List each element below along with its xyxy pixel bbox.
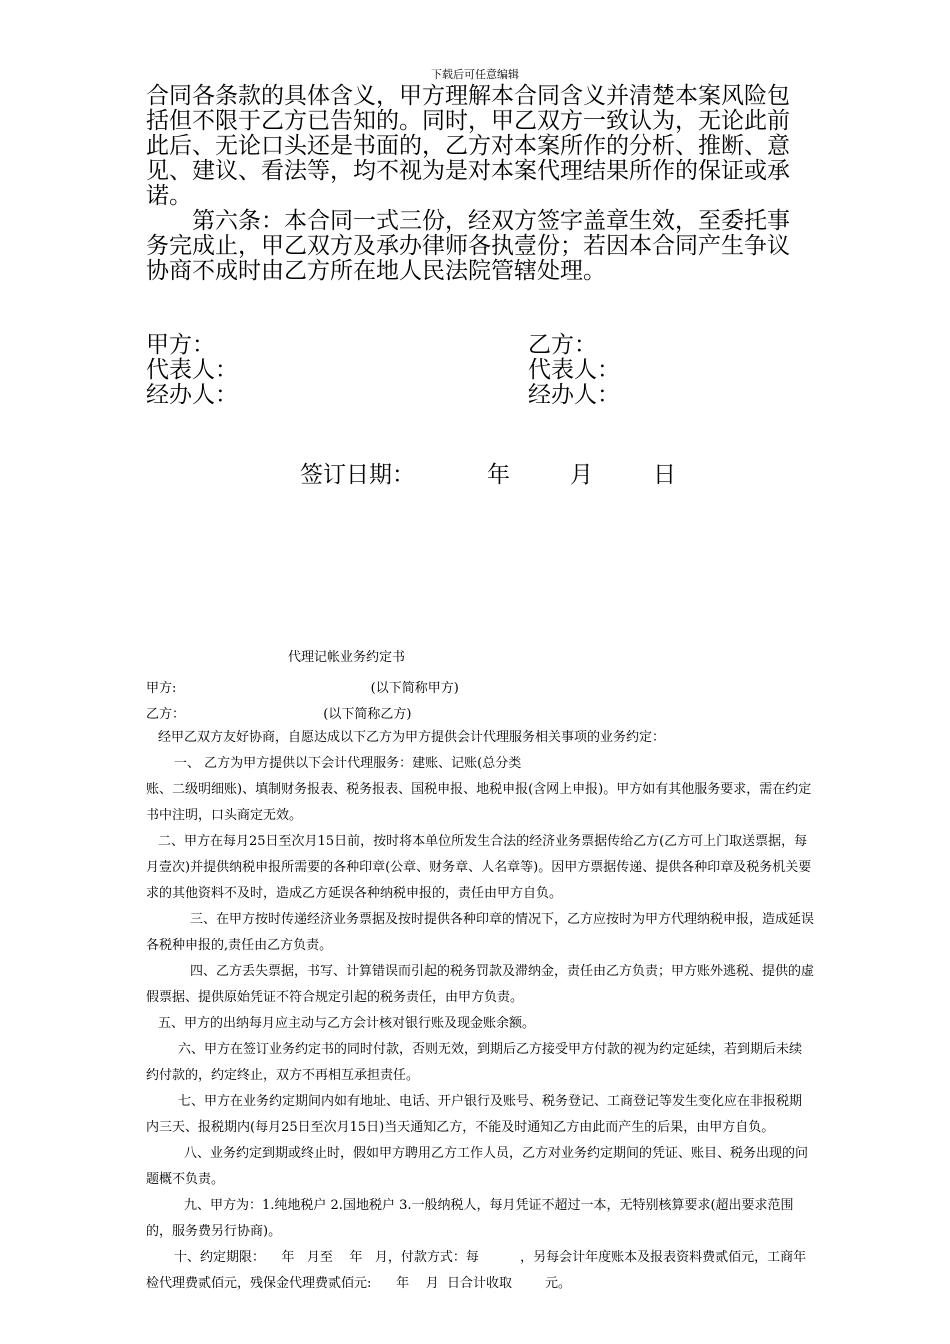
agreement-title: 代理记帐业务约定书 bbox=[288, 650, 406, 665]
party-b-representative-label: 代表人： bbox=[528, 357, 620, 383]
sign-date-day: 日 bbox=[653, 462, 676, 488]
agreement-intro: 经甲乙双方友好协商，自愿达成以下乙方为甲方提供会计代理服务相关事项的业务约定： bbox=[158, 730, 666, 745]
party-b-handler-label: 经办人： bbox=[528, 382, 620, 408]
signature-block-party-a bbox=[146, 333, 238, 408]
agreement-clause-4: 四、乙方丢失票据，书写、计算错误而引起的税务罚款及滞纳金，责任由乙方负责；甲方账外逃税、提供的虚假票据、提供原始凭证不符合规定引起的税务责任，由甲方负责。 bbox=[146, 964, 815, 1005]
agreement-party-a-note: (以下简称甲方) bbox=[370, 681, 459, 696]
agreement-clause-6: 六、甲方在签订业务约定书的同时付款，否则无效，到期后乙方接受甲方付款的视为约定延续，若到期后未续约付款的，约定终止，双方不再相互承担责任。 bbox=[146, 1042, 803, 1083]
page-header-note: 下载后可任意编辑 bbox=[431, 68, 519, 81]
clause-six-paragraph: 第六条：本合同一式三份，经双方签字盖章生效，至委托事务完成止，甲乙双方及承办律师各执壹份；若因本合同产生争议协商不成时由乙方所在地人民法院管辖处理。 bbox=[146, 208, 790, 284]
agreement-party-a-line bbox=[146, 677, 459, 696]
sign-date-month: 月 bbox=[570, 462, 593, 488]
agreement-clause-3: 三、在甲方按时传递经济业务票据及按时提供各种印章的情况下，乙方应按时为甲方代理纳税申报，造成延误各税种申报的,责任由乙方负责。 bbox=[146, 912, 815, 953]
party-a-representative-label: 代表人： bbox=[146, 357, 238, 383]
agreement-clause-7: 七、甲方在业务约定期间内如有地址、电话、开户银行及账号、税务登记、工商登记等发生变化应在非报税期内三天、报税期内(每月25日至次月15日)当天通知乙方，不能及时通知乙方由此而产生的后果，由甲方自负。 bbox=[146, 1094, 803, 1135]
agreement-clause-5: 五、甲方的出纳每月应主动与乙方会计核对银行账及现金账余额。 bbox=[158, 1016, 536, 1031]
clause-risk-paragraph: 合同各条款的具体含义，甲方理解本合同含义并清楚本案风险包括但不限于乙方已告知的。同时，甲乙双方一致认为，无论此前此后、无论口头还是书面的，乙方对本案所作的分析、推断、意见、建议、看法等，均不视为是对本案代理结果所作的保证或承诺。 bbox=[146, 83, 790, 209]
party-b-label: 乙方： bbox=[528, 332, 597, 358]
agreement-clause-10: 十、约定期限： 年 月至 年 月，付款方式：每 ，另每会计年度账本及报表资料费贰佰元，工商年检代理费贰佰元，残保金代理费贰佰元: 年 月 日合计收取 元。 bbox=[146, 1250, 807, 1291]
agreement-clause-1-body: 账、二级明细账)、填制财务报表、税务报表、国税申报、地税申报(含网上申报)。甲方如有其他服务要求，需在约定书中注明，口头商定无效。 bbox=[146, 782, 812, 823]
agreement-clause-2: 二、甲方在每月25日至次月15日前，按时将本单位所发生合法的经济业务票据传给乙方(乙方可上门取送票据，每月壹次)并提供纳税申报所需要的各种印章(公章、财务章、人名章等)。因甲方票据传递、提供各种印章及税务机关要求的其他资料不及时，造成乙方延误各种纳税申报的，责任由甲方自负。 bbox=[146, 834, 812, 901]
agreement-party-b-note: (以下简称乙方) bbox=[323, 707, 412, 722]
signature-block-party-b bbox=[528, 333, 620, 408]
agreement-clause-1-first-line: 一、 乙方为甲方提供以下会计代理服务：建账、记账(总分类 bbox=[174, 756, 522, 771]
agreement-party-b-line bbox=[146, 703, 411, 722]
sign-date-line bbox=[300, 456, 676, 489]
party-a-handler-label: 经办人： bbox=[146, 382, 238, 408]
agreement-party-b-label: 乙方： bbox=[146, 707, 186, 722]
party-a-label: 甲方： bbox=[146, 332, 215, 358]
sign-date-label: 签订日期： bbox=[300, 462, 415, 488]
sign-date-year: 年 bbox=[487, 462, 510, 488]
agreement-clause-8: 八、业务约定到期或终止时，假如甲方聘用乙方工作人员，乙方对业务约定期间的凭证、账目、税务出现的问题概不负责。 bbox=[146, 1146, 809, 1187]
agreement-clause-9: 九、甲方为：1.纯地税户 2.国地税户 3.一般纳税人，每月凭证不超过一本，无特别核算要求(超出要求范围的，服务费另行协商)。 bbox=[146, 1198, 794, 1239]
contract-clauses-top bbox=[146, 84, 810, 284]
agreement-body bbox=[146, 725, 814, 1297]
agreement-party-a-label: 甲方: bbox=[146, 681, 177, 696]
